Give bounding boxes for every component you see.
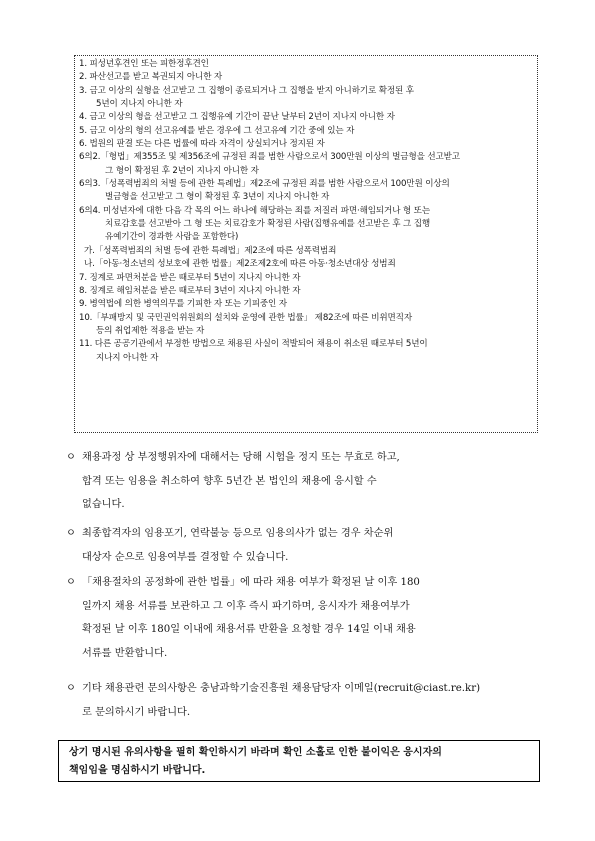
notice-line: 서류를 반환합니다. bbox=[82, 647, 168, 659]
disqualification-item-continuation: 유예기간이 경과한 사람을 포함한다) bbox=[105, 232, 239, 243]
notice-line: 대상자 순으로 임용여부를 결정할 수 있습니다. bbox=[82, 551, 289, 563]
disqualification-item: 11. 다른 공공기관에서 부정한 방법으로 채용된 사실이 적발되어 채용이 취소된 때로부터 5년이 bbox=[79, 339, 428, 350]
disqualification-item-continuation: 그 형이 확정된 후 2년이 지나지 아니한 자 bbox=[105, 165, 259, 176]
disqualification-item-continuation: 벌금형을 선고받고 그 형이 확정된 후 3년이 지나지 아니한 자 bbox=[105, 192, 330, 203]
notice-line: 일까지 채용 서류를 보관하고 그 이후 즉시 파기하며, 응시자가 채용여부가 bbox=[82, 600, 410, 612]
notice-line: 없습니다. bbox=[82, 499, 125, 510]
disqualification-item: 9. 병역법에 의한 병역의무를 기피한 자 또는 기피중인 자 bbox=[79, 299, 287, 310]
notice-line: 확정된 날 이후 180일 이내에 채용서류 반환을 요청할 경우 14일 이내 채용 bbox=[82, 624, 416, 635]
bullet-marker: ㅇ bbox=[66, 683, 76, 694]
disqualification-item-continuation: 치료감호를 선고받아 그 형 또는 치료감호가 확정된 사람(집행유예를 선고받은 후 그 집행 bbox=[105, 219, 431, 230]
disqualification-item: 6의2.「형법」제355조 및 제356조에 규정된 죄를 범한 사람으로서 300만원 이상의 벌금형을 선고받고 bbox=[79, 152, 460, 163]
disqualification-item-continuation: 지나지 아니한 자 bbox=[96, 352, 159, 363]
disqualification-item: 7. 징계로 파면처분을 받은 때로부터 5년이 지나지 아니한 자 bbox=[79, 272, 301, 283]
warning-box bbox=[58, 740, 540, 782]
disqualification-item-continuation: 5년이 지나지 아니한 자 bbox=[96, 99, 183, 110]
notice-line: 로 문의하시기 바랍니다. bbox=[82, 706, 191, 718]
notice-documents bbox=[66, 571, 546, 665]
notice-fraud bbox=[66, 446, 546, 517]
disqualification-item: 3. 금고 이상의 실형을 선고받고 그 집행이 종료되거나 그 집행을 받지 아니하기로 확정된 후 bbox=[79, 85, 414, 96]
disqualification-subitem: 나.「아동·청소년의 성보호에 관한 법률」제2조제2호에 따른 아동·청소년대상 성범죄 bbox=[84, 259, 396, 270]
notice-inquiry bbox=[66, 677, 546, 724]
disqualification-item: 5. 금고 이상의 형의 선고유예를 받은 경우에 그 선고유예 기간 중에 있는 자 bbox=[79, 125, 355, 136]
bullet-marker: ㅇ bbox=[66, 577, 76, 588]
disqualification-item-continuation: 등의 취업제한 적용을 받는 자 bbox=[96, 325, 205, 336]
disqualification-item: 8. 징계로 해임처분을 받은 때로부터 3년이 지나지 아니한 자 bbox=[79, 285, 301, 296]
notice-line: 최종합격자의 임용포기, 연락불능 등으로 임용의사가 없는 경우 차순위 bbox=[82, 528, 394, 539]
disqualification-item: 10.「부패방지 및 국민권익위원회의 설치와 운영에 관한 법률」 제82조에 따른 비위면직자 bbox=[79, 312, 412, 323]
notice-line: 「채용절차의 공정화에 관한 법률」에 따라 채용 여부가 확정된 날 이후 180 bbox=[82, 577, 420, 588]
disqualification-subitem: 가.「성폭력범죄의 처벌 등에 관한 특례법」제2조에 따른 성폭력범죄 bbox=[84, 245, 337, 256]
bullet-marker: ㅇ bbox=[66, 452, 76, 463]
notice-line: 합격 또는 임용을 취소하여 향후 5년간 본 법인의 채용에 응시할 수 bbox=[82, 475, 377, 487]
warning-line: 책임임을 명심하시기 바랍니다. bbox=[69, 764, 206, 776]
disqualification-item: 6의3.「성폭력범죄의 처벌 등에 관한 특례법」제2조에 규정된 죄를 범한 사람으로서 100만원 이상의 bbox=[79, 179, 450, 190]
notice-substitute bbox=[66, 522, 546, 569]
disqualification-item: 4. 금고 이상의 형을 선고받고 그 집행유예 기간이 끝난 날부터 2년이 지나지 아니한 자 bbox=[79, 112, 395, 123]
notice-line: 기타 채용관련 문의사항은 충남과학기술진흥원 채용담당자 이메일(recruit@ciast.re.kr) bbox=[82, 683, 481, 694]
notice-line: 채용과정 상 부정행위자에 대해서는 당해 시험을 정지 또는 무효로 하고, bbox=[82, 452, 400, 463]
warning-line: 상기 명시된 유의사항을 필히 확인하시기 바라며 확인 소홀로 인한 불이익은 응시자의 bbox=[69, 747, 442, 758]
disqualification-item: 1. 피성년후견인 또는 피한정후견인 bbox=[79, 59, 209, 69]
bullet-marker: ㅇ bbox=[66, 528, 76, 539]
disqualification-item: 6의4. 미성년자에 대한 다음 각 목의 어느 하나에 해당하는 죄를 저질러 파면·해임되거나 형 또는 bbox=[79, 205, 430, 216]
disqualification-item: 6. 법원의 판결 또는 다른 법률에 따라 자격이 상실되거나 정지된 자 bbox=[79, 139, 325, 150]
disqualification-list-box bbox=[74, 55, 538, 433]
disqualification-item: 2. 파산선고를 받고 복권되지 아니한 자 bbox=[79, 72, 223, 83]
